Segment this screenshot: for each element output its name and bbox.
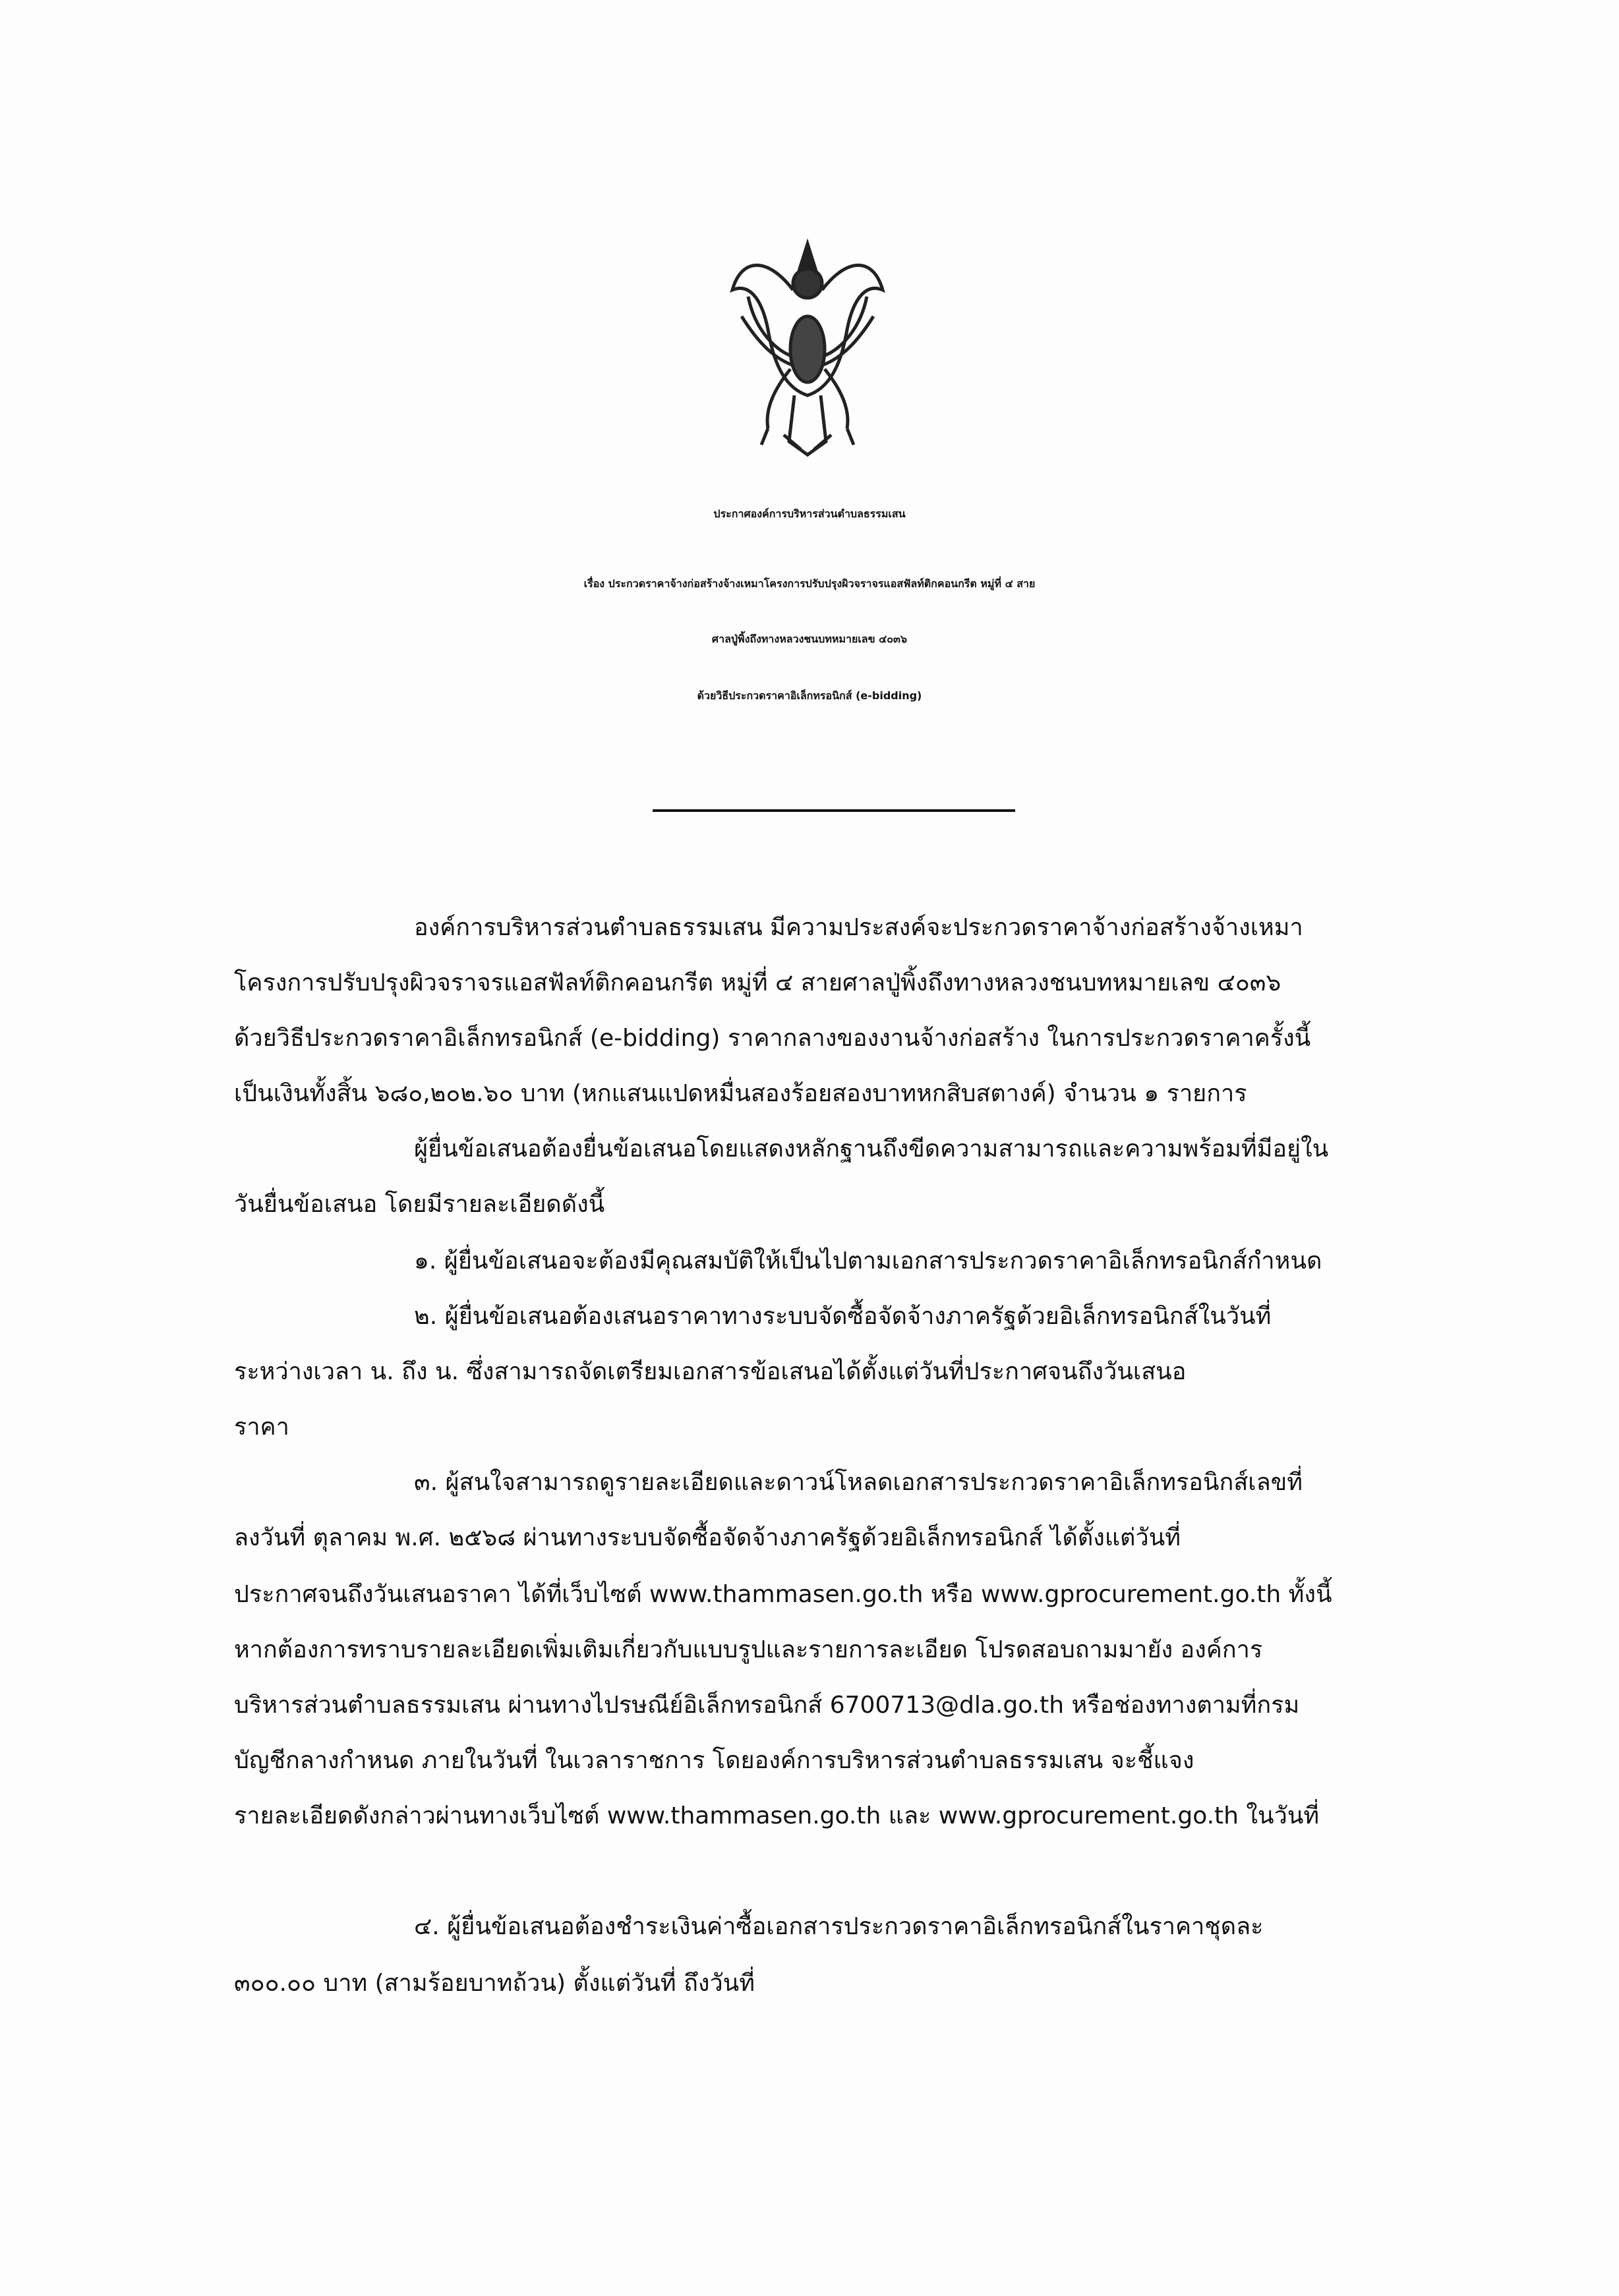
clause-4: ๔. ผู้ยื่นข้อเสนอต้องชำระเงินค่าซื้อเอกสารประกวดราคาอิเล็กทรอนิกส์ในราคาชุดละ bbox=[414, 1913, 1264, 1940]
announcement-method-line: ด้วยวิธีประกวดราคาอิเล็กทรอนิกส์ (e-bidding) bbox=[697, 689, 922, 702]
clause-1: ๑. ผู้ยื่นข้อเสนอจะต้องมีคุณสมบัติให้เป็นไปตามเอกสารประกวดราคาอิเล็กทรอนิกส์กำหนด bbox=[414, 1248, 1322, 1275]
body-line: ๓๐๐.๐๐ บาท (สามร้อยบาทถ้วน) ตั้งแต่วันที่ ถึงวันที่ bbox=[234, 1970, 755, 1997]
body-line: ด้วยวิธีประกวดราคาอิเล็กทรอนิกส์ (e-bidding) ราคากลางของงานจ้างก่อสร้าง ในการประกวดราคาครั้งนี้ bbox=[234, 1025, 1311, 1052]
announcement-subject-line-2: ศาลปู่พิ้งถึงทางหลวงชนบทหมายเลข ๔๐๓๖ bbox=[711, 633, 908, 645]
clause-2: ๒. ผู้ยื่นข้อเสนอต้องเสนอราคาทางระบบจัดซื้อจัดจ้างภาครัฐด้วยอิเล็กทรอนิกส์ในวันที่ bbox=[414, 1303, 1272, 1330]
body-line: หากต้องการทราบรายละเอียดเพิ่มเติมเกี่ยวกับแบบรูปและรายการละเอียด โปรดสอบถามมายัง องค์การ bbox=[234, 1636, 1263, 1663]
announcement-subject-line: เรื่อง ประกวดราคาจ้างก่อสร้างจ้างเหมาโครงการปรับปรุงผิวจราจรแอสฟัลท์ติกคอนกรีต หมู่ที่ ๔ สาย bbox=[583, 577, 1036, 590]
title-divider bbox=[653, 809, 1015, 812]
body-line: เป็นเงินทั้งสิ้น ๖๘๐,๒๐๒.๖๐ บาท (หกแสนแปดหมื่นสองร้อยสองบาทหกสิบสตางค์) จำนวน ๑ รายการ bbox=[234, 1080, 1247, 1107]
body-line: โครงการปรับปรุงผิวจราจรแอสฟัลท์ติกคอนกรีต หมู่ที่ ๔ สายศาลปู่พิ้งถึงทางหลวงชนบทหมายเลข ๔๐๓๖ bbox=[234, 969, 1281, 996]
body-line: บัญชีกลางกำหนด ภายในวันที่ ในเวลาราชการ โดยองค์การบริหารส่วนตำบลธรรมเสน จะชี้แจง bbox=[234, 1747, 1194, 1774]
body-line: ราคา bbox=[234, 1414, 289, 1441]
body-line: วันยื่นข้อเสนอ โดยมีรายละเอียดดังนี้ bbox=[234, 1191, 605, 1218]
clause-3: ๓. ผู้สนใจสามารถดูรายละเอียดและดาวน์โหลดเอกสารประกวดราคาอิเล็กทรอนิกส์เลขที่ bbox=[414, 1469, 1303, 1496]
body-line: บริหารส่วนตำบลธรรมเสน ผ่านทางไปรษณีย์อิเล็กทรอนิกส์ 6700713@dla.go.th หรือช่องทางตามที่กรม bbox=[234, 1692, 1300, 1719]
garuda-emblem-icon bbox=[728, 217, 887, 461]
body-line: ประกาศจนถึงวันเสนอราคา ได้ที่เว็บไซต์ www.thammasen.go.th หรือ www.gprocurement.go.th ทั้งนี้ bbox=[234, 1581, 1332, 1608]
body-line: องค์การบริหารส่วนตำบลธรรมเสน มีความประสงค์จะประกวดราคาจ้างก่อสร้างจ้างเหมา bbox=[414, 914, 1303, 941]
body-line: ผู้ยื่นข้อเสนอต้องยื่นข้อเสนอโดยแสดงหลักฐานถึงขีดความสามารถและความพร้อมที่มีอยู่ใน bbox=[414, 1135, 1329, 1162]
body-line: ระหว่างเวลา น. ถึง น. ซึ่งสามารถจัดเตรียมเอกสารข้อเสนอได้ตั้งแต่วันที่ประกาศจนถึงวันเสนอ bbox=[234, 1358, 1187, 1385]
announcement-title-line-1: ประกาศองค์การบริหารส่วนตำบลธรรมเสน bbox=[713, 507, 906, 520]
body-line: ลงวันที่ ตุลาคม พ.ศ. ๒๕๖๘ ผ่านทางระบบจัดซื้อจัดจ้างภาครัฐด้วยอิเล็กทรอนิกส์ ได้ตั้งแต่วันที่ bbox=[234, 1524, 1181, 1551]
body-line: รายละเอียดดังกล่าวผ่านทางเว็บไซต์ www.thammasen.go.th และ www.gprocurement.go.th ในวันที่ bbox=[234, 1802, 1320, 1829]
